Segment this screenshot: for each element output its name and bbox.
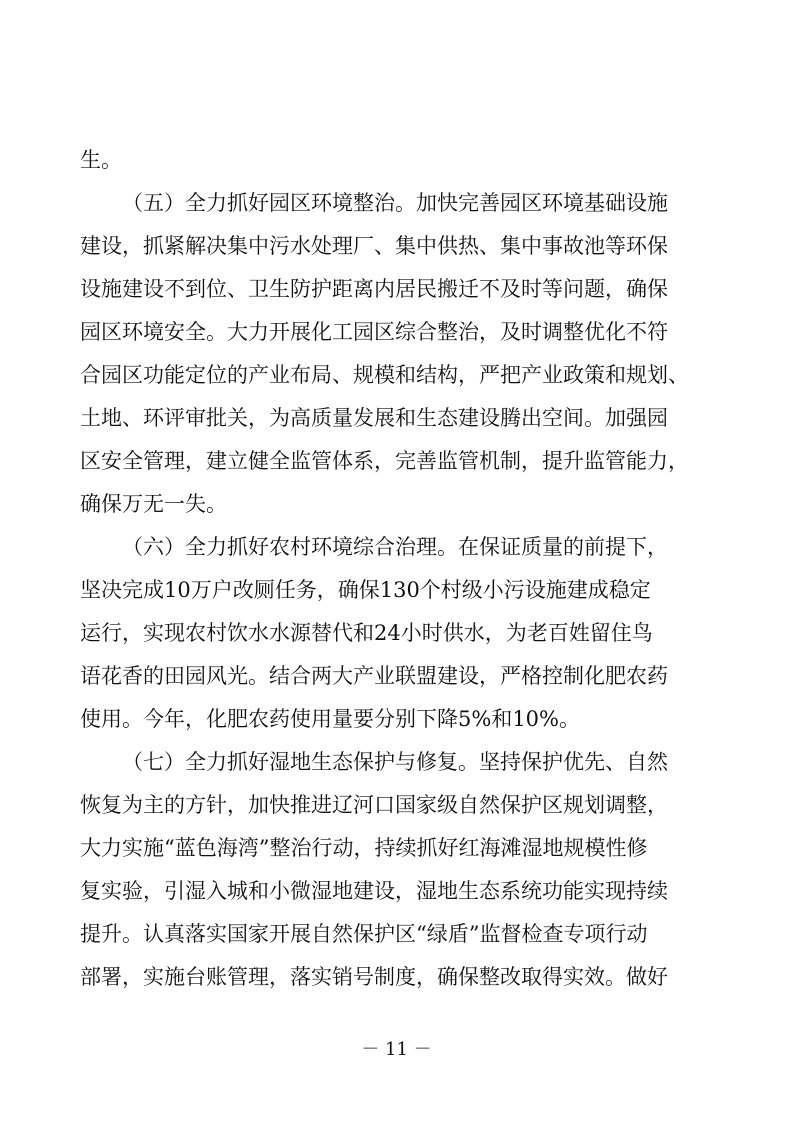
section-six-heading-line: （六）全力抓好农村环境综合治理。在保证质量的前提下，	[122, 535, 668, 559]
body-text-line: 土地、环评审批关，为高质量发展和生态建设腾出空间。加强园	[80, 406, 668, 430]
body-text-line: 使用。今年，化肥农药使用量要分别下降5%和10%。	[80, 707, 580, 731]
section-seven-heading-line: （七）全力抓好湿地生态保护与修复。坚持保护优先、自然	[122, 750, 668, 774]
body-text-line: 生。	[80, 148, 122, 172]
page-number: － 11 －	[361, 1039, 432, 1060]
body-text-line: 确保万无一失。	[80, 492, 227, 516]
section-five-heading-line: （五）全力抓好园区环境整治。加快完善园区环境基础设施	[122, 191, 668, 215]
body-text-line: 复实验，引湿入城和小微湿地建设，湿地生态系统功能实现持续	[80, 879, 668, 903]
body-text-line: 区安全管理，建立健全监管体系，完善监管机制，提升监管能力，	[80, 449, 689, 473]
body-text-line: 恢复为主的方针，加快推进辽河口国家级自然保护区规划调整，	[80, 793, 668, 817]
body-text-line: 设施建设不到位、卫生防护距离内居民搬迁不及时等问题，确保	[80, 277, 668, 301]
body-text-line: 坚决完成10万户改厕任务，确保130个村级小污设施建成稳定	[80, 578, 651, 602]
body-text-line: 建设，抓紧解决集中污水处理厂、集中供热、集中事故池等环保	[80, 234, 668, 258]
body-text-line: 语花香的田园风光。结合两大产业联盟建设，严格控制化肥农药	[80, 664, 668, 688]
body-text-line: 运行，实现农村饮水水源替代和24小时供水，为老百姓留住鸟	[80, 621, 653, 645]
body-text-line: 部署，实施台账管理，落实销号制度，确保整改取得实效。做好	[80, 965, 668, 989]
body-text-line: 合园区功能定位的产业布局、规模和结构，严把产业政策和规划、	[80, 363, 689, 387]
body-text-line: 提升。认真落实国家开展自然保护区“绿盾”监督检查专项行动	[80, 922, 648, 946]
body-text-line: 大力实施“蓝色海湾”整治行动，持续抓好红海滩湿地规模性修	[80, 836, 648, 860]
body-text-line: 园区环境安全。大力开展化工园区综合整治，及时调整优化不符	[80, 320, 668, 344]
